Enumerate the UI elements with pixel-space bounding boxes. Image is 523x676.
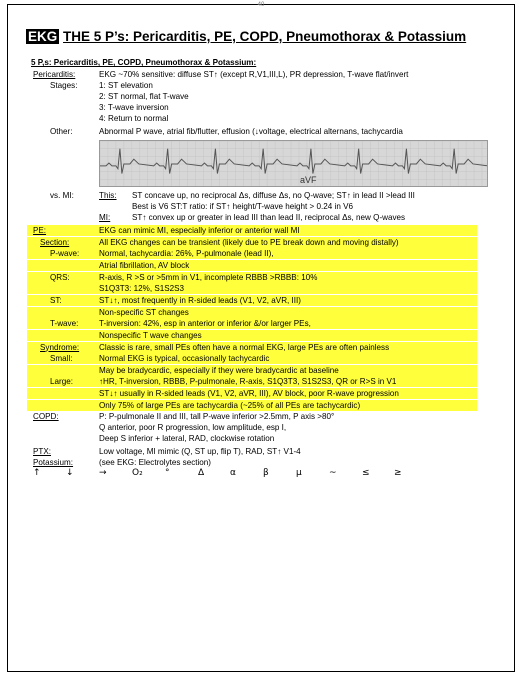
copd-row-1-text: Q anterior, poor R progression, low amplitude, esp I,: [99, 423, 287, 432]
symbol-5: Δ: [198, 468, 205, 478]
pe-row-0-label: PE:: [33, 226, 47, 235]
ecg-waveform: [100, 149, 487, 174]
pe-row-8-label: T-wave:: [50, 319, 79, 329]
pe-row-1-text: All EKG changes can be transient (likely due to PE break down and moving distally): [99, 237, 399, 247]
copd-row-3: [0, 446, 523, 457]
pe-row-11: [0, 353, 523, 364]
highlight: [27, 307, 477, 318]
this-text-2: Best is V6 ST:T ratio: if ST↑ height/T-wave height > 0.24 in V6: [132, 202, 353, 211]
pe-row-13: [0, 376, 523, 387]
symbol-3: O₂: [132, 468, 143, 478]
pericarditis-row-0-label: Pericarditis:: [33, 70, 76, 79]
ecg-strip-image: [99, 140, 488, 187]
vs-mi-this-line-2: [0, 201, 523, 212]
highlight: [27, 283, 477, 294]
pe-row-4-text: R-axis, R >S or >5mm in V1, incomplete RBBB >RBBB: 10%: [99, 272, 318, 282]
title-text: THE 5 P’s: Pericarditis, PE, COPD, Pneumothorax & Potassium: [63, 29, 467, 44]
pe-row-3-text: Atrial fibrillation, AV block: [99, 260, 190, 270]
copd-row-2-text: Deep S inferior + lateral, RAD, clockwise rotation: [99, 434, 275, 443]
pericarditis-row-4: [0, 113, 523, 124]
highlight: [27, 330, 477, 341]
symbol-9: ~: [329, 468, 337, 478]
copd-row-4-text: (see EKG: Electrolytes section): [99, 458, 212, 467]
symbol-4: °: [165, 468, 170, 478]
highlight: [27, 260, 477, 271]
pe-row-7: [0, 307, 523, 318]
pe-row-0: [0, 225, 523, 236]
vs-mi-label: vs. MI:: [50, 191, 74, 200]
pe-row-13-label: Large:: [50, 377, 73, 387]
copd-row-0-text: P: P-pulmonale II and III, tall P-wave inferior >2.5mm, P axis >80°: [99, 412, 335, 421]
pericarditis-row-0: [0, 69, 523, 80]
pe-row-11-label: Small:: [50, 354, 73, 364]
pe-row-8: [0, 318, 523, 329]
copd-row-4-label: Potassium:: [33, 458, 74, 467]
pe-row-6: [0, 295, 523, 306]
pe-row-12-text: May be bradycardic, especially if they were bradycardic at baseline: [99, 365, 339, 375]
pe-row-10: [0, 342, 523, 353]
pe-row-2-text: Normal, tachycardia: 26%, P-pulmonale (lead II),: [99, 249, 274, 259]
vs-mi-this-line: [0, 190, 523, 201]
this-text: ST concave up, no reciprocal Δs, diffuse Δs, no Q-wave; ST↑ in lead II >lead III: [132, 191, 415, 200]
pe-row-0-text: EKG can mimic MI, especially inferior or anterior wall MI: [99, 226, 300, 235]
symbol-7: β: [263, 468, 269, 478]
pe-row-7-text: Non-specific ST changes: [99, 307, 189, 317]
pe-row-10-text: Classic is rare, small PEs often have a normal EKG, large PEs are often painless: [99, 342, 390, 352]
pericarditis-row-4-text: 4: Return to normal: [99, 114, 169, 123]
this-label: This:: [99, 191, 117, 200]
symbol-8: µ: [296, 468, 302, 478]
pe-row-13-text: ↑HR, T-inversion, RBBB, P-pulmonale, R-axis, S1Q3T3, S1S2S3, QR or R>S in V1: [99, 377, 397, 387]
pe-row-15: [0, 400, 523, 411]
section-heading: 5 P,s: Pericarditis, PE, COPD, Pneumothorax & Potassium:: [31, 58, 257, 67]
title-tag: EKG: [28, 29, 58, 44]
symbol-0: ↑: [33, 468, 41, 478]
symbol-10: ≤: [362, 468, 370, 478]
pe-row-12: [0, 365, 523, 376]
pericarditis-row-1-text: 1: ST elevation: [99, 81, 153, 90]
section-heading-line: [0, 57, 523, 68]
pe-row-4-label: QRS:: [50, 272, 70, 282]
pe-row-2: [0, 248, 523, 259]
pe-row-6-text: ST↓↑, most frequently in R-sided leads (V1, V2, aVR, III): [99, 295, 301, 305]
pe-row-14: [0, 388, 523, 399]
pe-row-11-text: Normal EKG is typical, occasionally tachycardic: [99, 354, 270, 364]
pe-row-4: [0, 272, 523, 283]
ecg-trace: [100, 141, 487, 186]
copd-row-4: [0, 457, 523, 468]
pe-row-9-text: Nonspecific T wave changes: [99, 330, 202, 340]
pericarditis-row-5: [0, 126, 523, 137]
pe-row-1: [0, 237, 523, 248]
pericarditis-row-3: [0, 102, 523, 113]
symbol-6: α: [230, 468, 236, 478]
copd-row-0-label: COPD:: [33, 412, 59, 421]
pe-row-6-label: ST:: [50, 295, 62, 305]
pe-row-14-text: ST↓↑ usually in R-sided leads (V1, V2, aVR, III), AV block, poor R-wave progression: [99, 389, 399, 399]
page-title: [26, 29, 466, 44]
pe-row-1-label: Section:: [40, 237, 70, 247]
pericarditis-row-2-text: 2: ST normal, flat T-wave: [99, 92, 189, 101]
pericarditis-row-5-label: Other:: [50, 127, 73, 136]
pe-row-5: [0, 283, 523, 294]
page-number: 40: [257, 2, 265, 8]
pericarditis-row-1-label: Stages:: [50, 81, 78, 90]
pe-row-10-label: Syndrome:: [40, 342, 80, 352]
mi-text: ST↑ convex up or greater in lead III than lead II, reciprocal Δs, new Q-waves: [132, 213, 406, 222]
pericarditis-row-2: [0, 91, 523, 102]
pe-row-2-label: P-wave:: [50, 249, 80, 259]
pericarditis-row-5-text: Abnormal P wave, atrial fib/flutter, effusion (↓voltage, electrical alternans, tachycardia: [99, 127, 403, 136]
vs-mi-mi-line: [0, 212, 523, 223]
pericarditis-row-0-text: EKG ~70% sensitive: diffuse ST↑ (except R,V1,III,L), PR depression, T-wave flat/invert: [99, 70, 409, 79]
symbol-2: →: [99, 468, 107, 478]
copd-row-3-label: PTX:: [33, 447, 51, 456]
copd-row-3-text: Low voltage, MI mimic (Q, ST up, flip T), RAD, ST↑ V1-4: [99, 447, 301, 456]
mi-label: MI:: [99, 213, 111, 222]
pericarditis-row-3-text: 3: T-wave inversion: [99, 103, 169, 112]
pericarditis-row-1: [0, 80, 523, 91]
pe-row-3: [0, 260, 523, 271]
pe-row-9: [0, 330, 523, 341]
pe-row-8-text: T-inversion: 42%, esp in anterior or inferior &/or larger PEs,: [99, 319, 311, 329]
pe-row-5-text: S1Q3T3: 12%, S1S2S3: [99, 284, 185, 294]
copd-row-0: [0, 411, 523, 422]
symbol-11: ≥: [394, 468, 402, 478]
copd-row-2: [0, 433, 523, 444]
symbol-1: ↓: [66, 468, 74, 478]
copd-row-1: [0, 422, 523, 433]
pe-row-15-text: Only 75% of large PEs are tachycardia (~25% of all PEs are tachycardic): [99, 400, 361, 410]
ecg-lead-label: aVF: [300, 175, 317, 185]
